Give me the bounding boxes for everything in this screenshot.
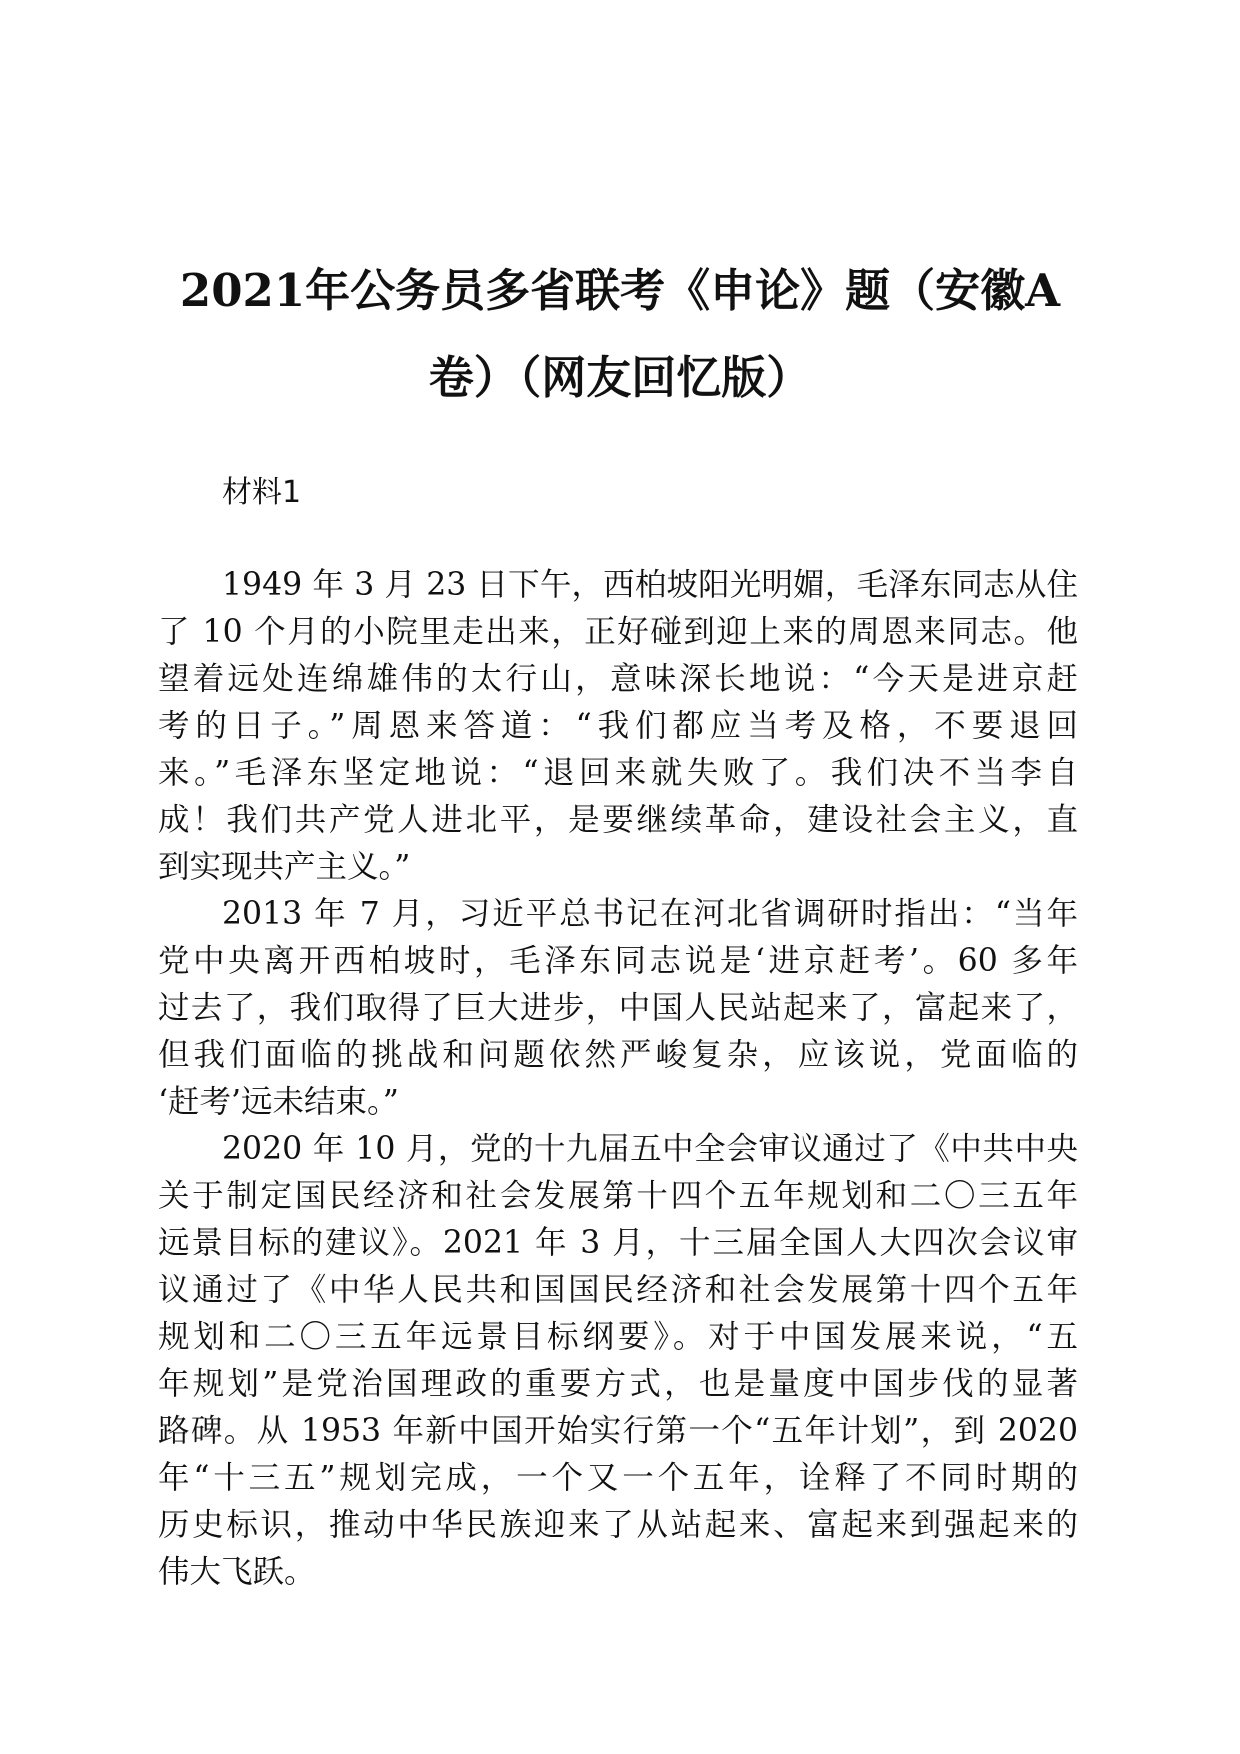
- paragraph-line: 过去了，我们取得了巨大进步，中国人民站起来了，富起来了，: [158, 990, 1078, 1026]
- paragraph-line: 考的日子。”周恩来答道：“我们都应当考及格，不要退回: [158, 708, 1078, 744]
- document-title-line-2: 卷）（网友回忆版）: [428, 351, 812, 404]
- section-label: 材料1: [222, 475, 302, 510]
- material-body: [158, 562, 1078, 1596]
- paragraph-1: [158, 562, 1078, 891]
- paragraph-line: 议通过了《中华人民共和国国民经济和社会发展第十四个五年: [158, 1272, 1078, 1308]
- paragraph-line: 年“十三五”规划完成，一个又一个五年，诠释了不同时期的: [158, 1460, 1078, 1496]
- paragraph-line: 2013 年 7 月，习近平总书记在河北省调研时指出：“当年: [222, 896, 1078, 932]
- paragraph-line: 到实现共产主义。”: [158, 849, 411, 885]
- paragraph-line: 规划和二〇三五年远景目标纲要》。对于中国发展来说，“五: [158, 1319, 1078, 1355]
- paragraph-line: 望着远处连绵雄伟的太行山，意味深长地说：“今天是进京赶: [158, 661, 1078, 697]
- paragraph-line: 来。”毛泽东坚定地说：“退回来就失败了。我们决不当李自: [158, 755, 1078, 791]
- paragraph-line: 成！我们共产党人进北平，是要继续革命，建设社会主义，直: [158, 802, 1078, 838]
- paragraph-line: 年规划”是党治国理政的重要方式，也是量度中国步伐的显著: [158, 1366, 1078, 1402]
- paragraph-line: 远景目标的建议》。2021 年 3 月，十三届全国人大四次会议审: [158, 1225, 1078, 1261]
- paragraph-line: 关于制定国民经济和社会发展第十四个五年规划和二〇三五年: [158, 1178, 1078, 1214]
- paragraph-2: [158, 891, 1078, 1126]
- document-title-line-1: 2021年公务员多省联考《申论》题（安徽A: [179, 264, 1061, 317]
- paragraph-line: 2020 年 10 月，党的十九届五中全会审议通过了《中共中央: [222, 1131, 1078, 1167]
- paragraph-line: 历史标识，推动中华民族迎来了从站起来、富起来到强起来的: [158, 1507, 1078, 1543]
- paragraph-line: 党中央离开西柏坡时，毛泽东同志说是‘进京赶考’。60 多年: [158, 943, 1078, 979]
- paragraph-line: 但我们面临的挑战和问题依然严峻复杂，应该说，党面临的: [158, 1037, 1078, 1073]
- paragraph-line: ‘赶考’远未结束。”: [158, 1084, 399, 1120]
- paragraph-3: [158, 1126, 1078, 1596]
- paragraph-line: 1949 年 3 月 23 日下午，西柏坡阳光明媚，毛泽东同志从住: [222, 567, 1078, 603]
- paragraph-line: 路碑。从 1953 年新中国开始实行第一个“五年计划”，到 2020: [158, 1413, 1078, 1449]
- paragraph-line: 了 10 个月的小院里走出来，正好碰到迎上来的周恩来同志。他: [158, 614, 1078, 650]
- paragraph-line: 伟大飞跃。: [158, 1554, 316, 1590]
